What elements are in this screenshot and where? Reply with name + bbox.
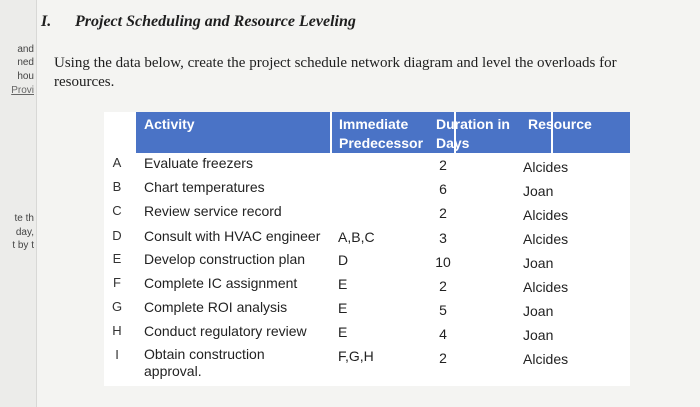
activity-name: Conduct regulatory review (144, 323, 307, 339)
activity-name: Complete ROI analysis (144, 299, 288, 315)
header-resource: Resource (528, 116, 592, 132)
header-divider (330, 112, 332, 153)
resource-name: Joan (523, 183, 554, 199)
row-id: E (112, 251, 122, 266)
duration-value: 6 (439, 181, 447, 197)
resource-name: Alcides (523, 279, 569, 295)
row-id: A (112, 155, 122, 170)
duration-value: 4 (439, 326, 447, 342)
resource-name: Alcides (523, 351, 569, 367)
predecessor-value: E (338, 276, 348, 292)
margin-fragment: t by t (12, 240, 34, 251)
header-duration-line2: Days (436, 135, 470, 151)
activity-name: Review service record (144, 203, 282, 219)
margin-fragment: and (17, 44, 34, 55)
resource-name: Alcides (523, 159, 569, 175)
header-predecessor-line2: Predecessor (339, 135, 424, 151)
margin-fragment: Provi (11, 85, 34, 96)
header-predecessor-line1: Immediate (339, 116, 409, 132)
margin-fragment: te th (14, 213, 34, 224)
row-id: I (115, 347, 119, 362)
row-id: H (112, 323, 122, 338)
duration-value: 2 (439, 157, 447, 173)
activity-name: Chart temperatures (144, 179, 265, 195)
predecessor-value: D (338, 252, 349, 268)
section-title: Project Scheduling and Resource Leveling (75, 13, 356, 30)
activity-name: Obtain construction approval. (144, 346, 265, 379)
duration-value: 5 (439, 302, 447, 318)
margin-fragment: ned (17, 57, 34, 68)
header-activity: Activity (144, 116, 195, 132)
section-number: I. (41, 13, 52, 30)
resource-name: Alcides (523, 207, 569, 223)
activity-name: Complete IC assignment (144, 275, 298, 291)
predecessor-value: E (338, 324, 348, 340)
resource-name: Joan (523, 255, 554, 271)
left-margin-strip (0, 0, 37, 407)
duration-value: 10 (435, 254, 451, 270)
table-header (136, 112, 630, 153)
row-id: F (113, 275, 121, 290)
section-heading (41, 13, 356, 31)
margin-fragment: hou (17, 71, 34, 82)
row-id: C (112, 203, 122, 218)
activity-name: Consult with HVAC engineer (144, 228, 321, 244)
row-id: B (112, 179, 122, 194)
predecessor-value: E (338, 300, 348, 316)
activity-table (104, 112, 630, 386)
resource-name: Joan (523, 327, 554, 343)
margin-fragment: day, (15, 227, 34, 238)
resource-name: Alcides (523, 231, 569, 247)
activity-name: Evaluate freezers (144, 155, 253, 171)
row-id: G (111, 299, 123, 314)
duration-value: 2 (439, 205, 447, 221)
activity-name: Develop construction plan (144, 251, 306, 267)
duration-value: 2 (439, 350, 447, 366)
predecessor-value: F,G,H (338, 348, 374, 364)
row-id: D (112, 228, 122, 243)
header-duration-line1: Duration in (436, 116, 510, 132)
duration-value: 3 (439, 230, 447, 246)
instructions-text: Using the data below, create the project schedule network diagram and level the overloads for resources. (54, 55, 617, 90)
resource-name: Joan (523, 303, 554, 319)
duration-value: 2 (439, 278, 447, 294)
predecessor-value: A,B,C (338, 229, 375, 245)
